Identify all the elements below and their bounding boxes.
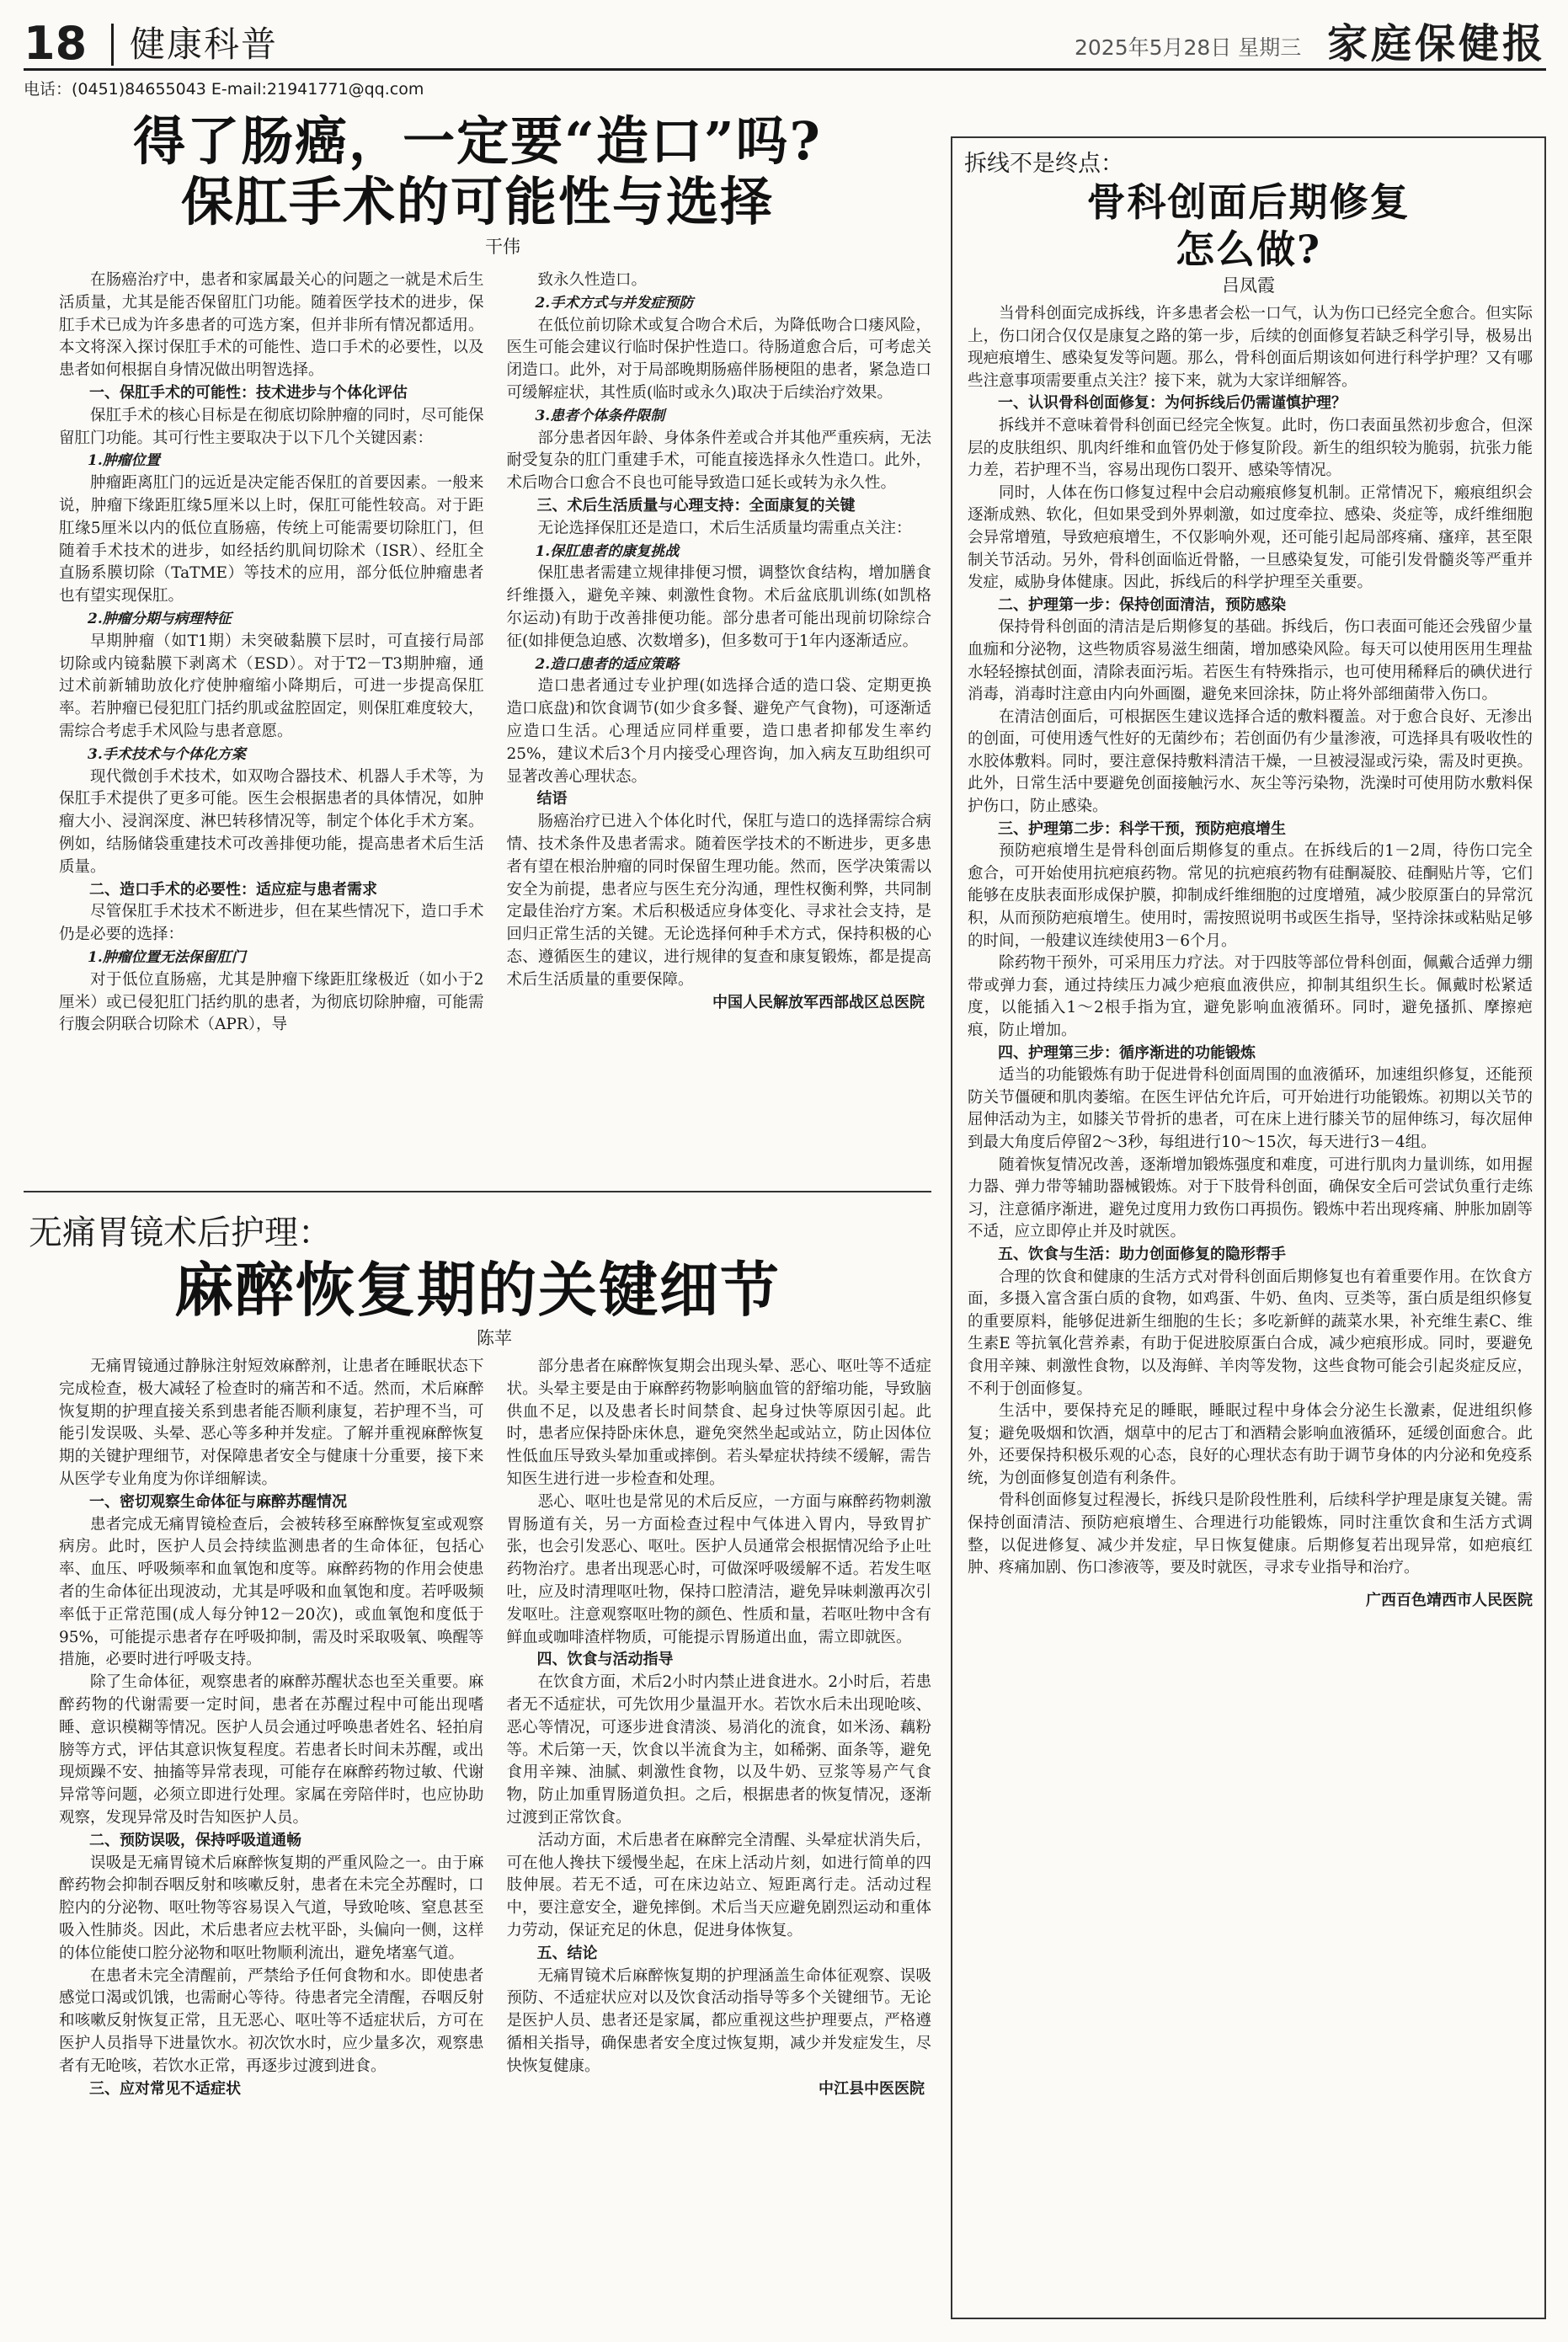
article3-kicker: 拆线不是终点： (964, 151, 1123, 177)
page-header (24, 19, 1546, 71)
header-divider (111, 24, 114, 66)
section-heading: 三、护理第二步：科学干预，预防疤痕增生 (998, 819, 1286, 838)
paragraph: 在患者未完全清醒前，严禁给予任何食物和水。即使患者感觉口渴或饥饿，也需耐心等待。待患者完全清醒，吞咽反射和咳嗽反射恢复正常，且无恶心、呕吐等不适症状后，方可在医护人员指导下进量饮水。初次饮水时，应少量多次，观察患者有无呛咳，若饮水正常，再逐步过渡到进食。 (59, 1966, 484, 2075)
subsection-heading: 2.肿瘤分期与病理特征 (88, 610, 232, 627)
paragraph: 无论选择保肛还是造口，术后生活质量均需重点关注： (537, 519, 912, 537)
paragraph: 无痛胃镜通过静脉注射短效麻醉剂，让患者在睡眠状态下完成检查，极大减轻了检查时的痛苦和不适。然而，术后麻醉恢复期的护理直接关系到患者能否顺利康复，若护理不当，可能引发误吸、头晕、恶心等多种并发症。了解并重视麻醉恢复期的关键护理细节，对保障患者安全与健康十分重要，接下来从医学专业角度为你详细解读。 (59, 1358, 484, 1488)
paragraph: 除了生命体征，观察患者的麻醉苏醒状态也至关重要。麻醉药物的代谢需要一定时间，患者在苏醒过程中可能出现嗜睡、意识模糊等情况。医护人员会通过呼唤患者姓名、轻拍肩膀等方式，评估其意识恢复程度。若患者长时间未苏醒，或出现烦躁不安、抽搐等异常表现，可能存在麻醉药物过敏、代谢异常等问题，必须立即进行处理。家属在旁陪伴时，也应协助观察，发现异常及时告知医护人员。 (59, 1673, 484, 1827)
subsection-heading: 2.造口患者的适应策略 (535, 655, 680, 673)
source-hospital: 中江县中医医院 (819, 2079, 925, 2098)
paragraph: 在肠癌治疗中，患者和家属最关心的问题之一就是术后生活质量，尤其是能否保留肛门功能。随着医学技术的进步，保肛手术已成为许多患者的可选方案，但并非所有情况都适用。本文将深入探讨保肛手术的可能性、造口手术的必要性，以及患者如何根据自身情况做出明智选择。 (59, 271, 484, 380)
source-hospital: 中国人民解放军西部战区总医院 (712, 993, 925, 1011)
paragraph: 对于低位直肠癌，尤其是肿瘤下缘距肛缘极近（如小于2厘米）或已侵犯肛门括约肌的患者，为彻底切除肿瘤，可能需行腹会阴联合切除术（APR），导 (59, 970, 484, 1034)
paragraph: 现代微创手术技术，如双吻合器技术、机器人手术等，为保肛手术提供了更多可能。医生会根据患者的具体情况，如肿瘤大小、浸润深度、淋巴转移情况等，制定个体化手术方案。例如，结肠储袋重建技术可改善排便功能，提高患者术后生活质量。 (59, 767, 484, 876)
subsection-heading: 3.患者个体条件限制 (535, 407, 665, 424)
paragraph: 保持骨科创面的清洁是后期修复的基础。拆线后，伤口表面可能还会残留少量血痂和分泌物，这些物质容易滋生细菌，增加感染风险。每天可以使用医用生理盐水轻轻擦拭创面，清除表面污垢。若医生有特殊指示，也可使用稀释后的碘伏进行消毒，消毒时注意由内向外画圈，避免来回涂抹，防止将外部细菌带入伤口。 (968, 618, 1533, 704)
paragraph: 患者完成无痛胃镜检查后，会被转移至麻醉恢复室或观察病房。此时，医护人员会持续监测患者的生命体征，包括心率、血压、呼吸频率和血氧饱和度等。麻醉药物的作用会使患者的生命体征出现波动，尤其是呼吸和血氧饱和度。若呼吸频率低于正常范围(成人每分钟12－20次)，或血氧饱和度低于95%，可能提示患者存在呼吸抑制，需及时采取吸氧、唤醒等措施，必要时进行呼吸支持。 (59, 1515, 484, 1669)
section-heading: 二、预防误吸，保持呼吸道通畅 (89, 1831, 301, 1849)
paragraph: 合理的饮食和健康的生活方式对骨科创面后期修复也有着重要作用。在饮食方面，多摄入富含蛋白质的食物，如鸡蛋、牛奶、鱼肉、豆类等，蛋白质是组织修复的重要原料，能够促进新生细胞的生长；多吃新鲜的蔬菜水果，补充维生素C、维生素E 等抗氧化营养素，有助于促进胶原蛋白合成，减少疤痕形成。同时，要避免食用辛辣、刺激性食物，以及海鲜、羊肉等发物，这些食物可能会引起炎症反应，不利于创面修复。 (968, 1267, 1533, 1398)
article2-col-left (59, 1356, 484, 2321)
section-heading: 四、饮食与活动指导 (536, 1651, 674, 1669)
paragraph: 恶心、呕吐也是常见的术后反应，一方面与麻醉药物刺激胃肠道有关，另一方面检查过程中气体进入胃内，导致胃扩张，也会引发恶心、呕吐。医护人员通常会根据情况给予止吐药物治疗。患者出现恶心时，可做深呼吸缓解不适。若发生呕吐，应及时清理呕吐物，保持口腔清洁，避免异味刺激再次引发呕吐。注意观察呕吐物的颜色、性质和量，若呕吐物中含有鲜血或咖啡渣样物质，可能提示胃肠道出血，需立即就医。 (506, 1492, 931, 1646)
article1-col-right (506, 269, 931, 1172)
article1-title-line2: 保肛手术的可能性与选择 (180, 171, 774, 232)
section-name: 健康科普 (130, 24, 279, 65)
section-heading: 五、饮食与生活：助力创面修复的隐形帮手 (998, 1245, 1286, 1263)
article2-body (59, 1356, 931, 2321)
paragraph: 肠癌治疗已进入个体化时代，保肛与造口的选择需综合病情、技术条件及患者需求。随着医学技术的不断进步，更多患者有望在根治肿瘤的同时保留生理功能。然而，医学决策需以安全为前提，患者应与医生充分沟通，理性权衡利弊，共同制定最佳治疗方案。术后积极适应身体变化、寻求社会支持，是回归正常生活的关键。无论选择何种手术方式，保持积极的心态、遵循医生的建议，进行规律的复查和康复锻炼，都是提高术后生活质量的重要保障。 (506, 813, 931, 989)
section-heading: 二、造口手术的必要性：适应症与患者需求 (89, 880, 377, 899)
paragraph: 骨科创面修复过程漫长，拆线只是阶段性胜利，后续科学护理是康复关键。需保持创面清洁、预防疤痕增生、合理进行功能锻炼，同时注重饮食和生活方式调整，以促进修复、减少并发症，早日恢复健康。后期修复若出现异常，如疤痕红肿、疼痛加剧、伤口渗液等，要及时就医，寻求专业指导和治疗。 (968, 1491, 1533, 1577)
article-colorectal-cancer (24, 108, 931, 1186)
paragraph: 当骨科创面完成拆线，许多患者会松一口气，认为伤口已经完全愈合。但实际上，伤口闭合仅仅是康复之路的第一步，后续的创面修复若缺乏科学引导，极易出现疤痕增生、感染复发等问题。那么，骨科创面后期该如何进行科学护理？又有哪些注意事项需要重点关注？接下来，就为大家详细解答。 (968, 305, 1533, 390)
article-divider (24, 1191, 931, 1192)
paragraph: 误吸是无痛胃镜术后麻醉恢复期的严重风险之一。由于麻醉药物会抑制吞咽反射和咳嗽反射，患者在未完全苏醒时，口腔内的分泌物、呕吐物等容易误入气道，导致呛咳、窒息甚至吸入性肺炎。因此，术后患者应去枕平卧，头偏向一侧，这样的体位能使口腔分泌物和呕吐物顺利流出，避免堵塞气道。 (59, 1854, 484, 1962)
article3-body (968, 303, 1533, 2307)
paragraph: 保肛手术的核心目标是在彻底切除肿瘤的同时，尽可能保留肛门功能。其可行性主要取决于以下几个关键因素： (59, 406, 484, 447)
section-heading: 一、认识骨科创面修复：为何拆线后仍需谨慎护理？ (998, 394, 1347, 413)
subsection-heading: 1.肿瘤位置无法保留肛门 (88, 948, 246, 966)
paragraph: 生活中，要保持充足的睡眠，睡眠过程中身体会分泌生长激素，促进组织修复；避免吸烟和饮酒，烟草中的尼古丁和酒精会影响血液循环，延缓创面愈合。此外，还要保持积极乐观的心态，良好的心理状态有助于调节身体的内分泌和免疫系统，为创面修复创造有利条件。 (968, 1402, 1533, 1487)
section-heading: 三、应对常见不适症状 (89, 2079, 241, 2098)
article-orthopedic-wound (951, 136, 1546, 2319)
paragraph: 在饮食方面，术后2小时内禁止进食进水。2小时后，若患者无不适症状，可先饮用少量温开水。若饮水后未出现呛咳、恶心等情况，可逐步进食清淡、易消化的流食，如米汤、藕粉等。术后第一天，饮食以半流食为主，如稀粥、面条等，避免食用辛辣、油腻、刺激性食物，以及牛奶、豆浆等易产气食物，防止加重胃肠道负担。之后，根据患者的恢复情况，逐渐过渡到正常饮食。 (506, 1673, 931, 1827)
article2-title: 麻醉恢复期的关键细节 (174, 1255, 781, 1325)
paragraph: 造口患者通过专业护理(如选择合适的造口袋、定期更换造口底盘)和饮食调节(如少食多餐、避免产气食物)，可逐渐适应造口生活。心理适应同样重要，造口患者抑郁发生率约25%，建议术后3个月内接受心理咨询，加入病友互助组织可显著改善心理状态。 (506, 677, 931, 786)
paragraph: 在低位前切除术或复合吻合术后，为降低吻合口瘘风险，医生可能会建议行临时保护性造口。待肠道愈合后，可考虑关闭造口。此外，对于局部晚期肠癌伴肠梗阻的患者，紧急造口可缓解症状，其性质(临时或永久)取决于后续治疗效果。 (506, 316, 931, 402)
paragraph: 拆线并不意味着骨科创面已经完全恢复。此时，伤口表面虽然初步愈合，但深层的皮肤组织、肌肉纤维和血管仍处于修复阶段。新生的组织较为脆弱，抗张力能力差，若护理不当，容易出现伤口裂开、感染等情况。 (968, 416, 1533, 480)
paragraph: 无痛胃镜术后麻醉恢复期的护理涵盖生命体征观察、误吸预防、不适症状应对以及饮食活动指导等多个关键细节。无论是医护人员、患者还是家属，都应重视这些护理要点，严格遵循相关指导，确保患者安全度过恢复期，减少并发症发生，尽快恢复健康。 (506, 1966, 931, 2075)
article2-kicker: 无痛胃镜术后护理： (29, 1214, 332, 1252)
paragraph: 随着恢复情况改善，逐渐增加锻炼强度和难度，可进行肌肉力量训练，如用握力器、弹力带等辅助器械锻炼。对于下肢骨科创面，确保安全后可尝试负重行走练习，注意循序渐进，避免过度用力致伤口再损伤。锻炼中若出现疼痛、肿胀加剧等不适，应立即停止并及时就医。 (968, 1155, 1533, 1241)
article1-body (59, 269, 931, 1172)
paragraph: 致永久性造口。 (537, 271, 647, 289)
subsection-heading: 3.手术技术与个体化方案 (88, 745, 246, 763)
article1-author: 干伟 (485, 237, 520, 257)
paragraph: 同时，人体在伤口修复过程中会启动瘢痕修复机制。正常情况下，瘢痕组织会逐渐成熟、软化，但如果受到外界刺激，如过度牵拉、感染、炎症等，成纤维细胞会异常增殖，导致疤痕增生，不仅影响外观，还可能引起局部疼痛、瘙痒，甚至限制关节活动。另外，骨科创面临近骨骼，一旦感染复发，可能引发骨髓炎等严重并发症，威胁身体健康。因此，拆线后的科学护理至关重要。 (968, 483, 1533, 592)
paragraph: 肿瘤距离肛门的远近是决定能否保肛的首要因素。一般来说，肿瘤下缘距肛缘5厘米以上时，保肛可能性较高。对于距肛缘5厘米以内的低位直肠癌，传统上可能需要切除肛门，但随着手术技术的进步，如经括约肌间切除术（ISR）、经肛全直肠系膜切除（TaTME）等技术的应用，部分低位肿瘤患者也有望实现保肛。 (59, 474, 484, 606)
paragraph: 在清洁创面后，可根据医生建议选择合适的敷料覆盖。对于愈合良好、无渗出的创面，可使用透气性好的无菌纱布；若创面仍有少量渗液，可选择具有吸收性的水胶体敷料。同时，要注意保持敷料清洁干燥，一旦被浸湿或污染，需及时更换。此外，日常生活中要避免创面接触污水、灰尘等污染物，洗澡时可使用防水敷料保护伤口，防止感染。 (968, 707, 1533, 816)
paragraph: 部分患者因年龄、身体条件差或合并其他严重疾病，无法耐受复杂的肛门重建手术，可能直接选择永久性造口。此外，术后吻合口愈合不良也可能导致造口延长或转为永久性。 (506, 429, 931, 493)
section-heading: 五、结论 (536, 1944, 598, 1962)
page-number: 18 (24, 17, 88, 70)
article1-col-left (59, 269, 484, 1172)
paragraph: 活动方面，术后患者在麻醉完全清醒、头晕症状消失后，可在他人搀扶下缓慢坐起，在床上活动片刻，如进行简单的四肢伸展。若无不适，可在床边站立、短距离行走。活动过程中，要注意安全，避免摔倒。术后当天应避免剧烈运动和重体力劳动，保证充足的休息，促进身体恢复。 (506, 1831, 931, 1939)
newspaper-name: 家庭保健报 (1326, 20, 1546, 67)
article1-title-line1: 得了肠癌，一定要“造口”吗? (133, 110, 822, 172)
subsection-heading: 1.肿瘤位置 (88, 452, 160, 470)
paragraph: 尽管保肛手术技术不断进步，但在某些情况下，造口手术仍是必要的选择： (59, 903, 484, 944)
article2-author: 陈苹 (477, 1328, 512, 1348)
section-heading: 一、密切观察生命体征与麻醉苏醒情况 (89, 1492, 347, 1511)
section-heading: 一、保肛手术的可能性：技术进步与个体化评估 (89, 383, 408, 402)
paragraph: 早期肿瘤（如T1期）未突破黏膜下层时，可直接行局部切除或内镜黏膜下剥离术（ESD）。对于T2－T3期肿瘤，通过术前新辅助放化疗使肿瘤缩小降期后，可进一步提高保肛率。若肿瘤已侵犯肛门括约肌或盆腔固定，则保肛难度较大，需综合考虑手术风险与患者意愿。 (59, 632, 484, 740)
paragraph: 保肛患者需建立规律排便习惯，调整饮食结构，增加膳食纤维摄入，避免辛辣、刺激性食物。术后盆底肌训练(如凯格尔运动)有助于改善排便功能。部分患者可能出现前切除综合征(如排便急迫感、次数增多)，但多数可于1年内逐渐适应。 (506, 564, 931, 650)
paragraph: 预防疤痕增生是骨科创面后期修复的重点。在拆线后的1－2周，待伤口完全愈合，可开始使用抗疤痕药物。常见的抗疤痕药物有硅酮凝胶、硅酮贴片等，它们能够在皮肤表面形成保护膜，抑制成纤维细胞的过度增殖，减少胶原蛋白的异常沉积，从而预防疤痕增生。使用时，需按照说明书或医生指导，坚持涂抹或粘贴足够的时间，一般建议连续使用3－6个月。 (968, 842, 1533, 950)
section-heading: 四、护理第三步：循序渐进的功能锻炼 (998, 1043, 1256, 1062)
issue-date: 2025年5月28日 星期三 (1075, 35, 1302, 60)
paragraph: 部分患者在麻醉恢复期会出现头晕、恶心、呕吐等不适症状。头晕主要是由于麻醉药物影响脑血管的舒缩功能，导致脑供血不足，以及患者长时间禁食、起身过快等原因引起。此时，患者应保持卧床休息，避免突然坐起或站立，防止因体位性低血压导致头晕加重或摔倒。若头晕症状持续不缓解，需告知医生进行进一步检查和处理。 (506, 1358, 931, 1488)
article3-title-line1: 骨科创面后期修复 (1086, 179, 1411, 225)
subsection-heading: 1.保肛患者的康复挑战 (535, 542, 680, 560)
article2-col-right (506, 1356, 931, 2321)
paragraph: 适当的功能锻炼有助于促进骨科创面周围的血液循环，加速组织修复，还能预防关节僵硬和肌肉萎缩。在医生评估允许后，可开始进行功能锻炼。初期以关节的屈伸活动为主，如膝关节骨折的患者，可在床上进行膝关节的屈伸练习，每次屈伸到最大角度后停留2～3秒，每组进行10～15次，每天进行3－4组。 (968, 1066, 1533, 1151)
section-heading: 三、术后生活质量与心理支持：全面康复的关键 (536, 496, 856, 515)
article3-author: 吕凤霞 (1222, 275, 1275, 296)
article-painless-gastroscopy (24, 1213, 931, 2324)
subsection-heading: 2.手术方式与并发症预防 (535, 294, 694, 312)
section-heading: 结语 (536, 790, 568, 808)
source-hospital: 广西百色靖西市人民医院 (1366, 1591, 1533, 1609)
section-heading: 二、护理第一步：保持创面清洁，预防感染 (998, 595, 1286, 614)
article3-title-line2: 怎么做? (1176, 227, 1321, 272)
paragraph: 除药物干预外，可采用压力疗法。对于四肢等部位骨科创面，佩戴合适弹力绷带或弹力套，通过持续压力减少疤痕血液供应，抑制其组织生长。佩戴时松紧适度，以能插入1～2根手指为宜，避免影响血液循环。同时，避免搔抓、摩擦疤痕，防止增加。 (968, 954, 1533, 1039)
contact-info: 电话：(0451)84655043 E-mail:21941771@qq.com (24, 80, 424, 99)
